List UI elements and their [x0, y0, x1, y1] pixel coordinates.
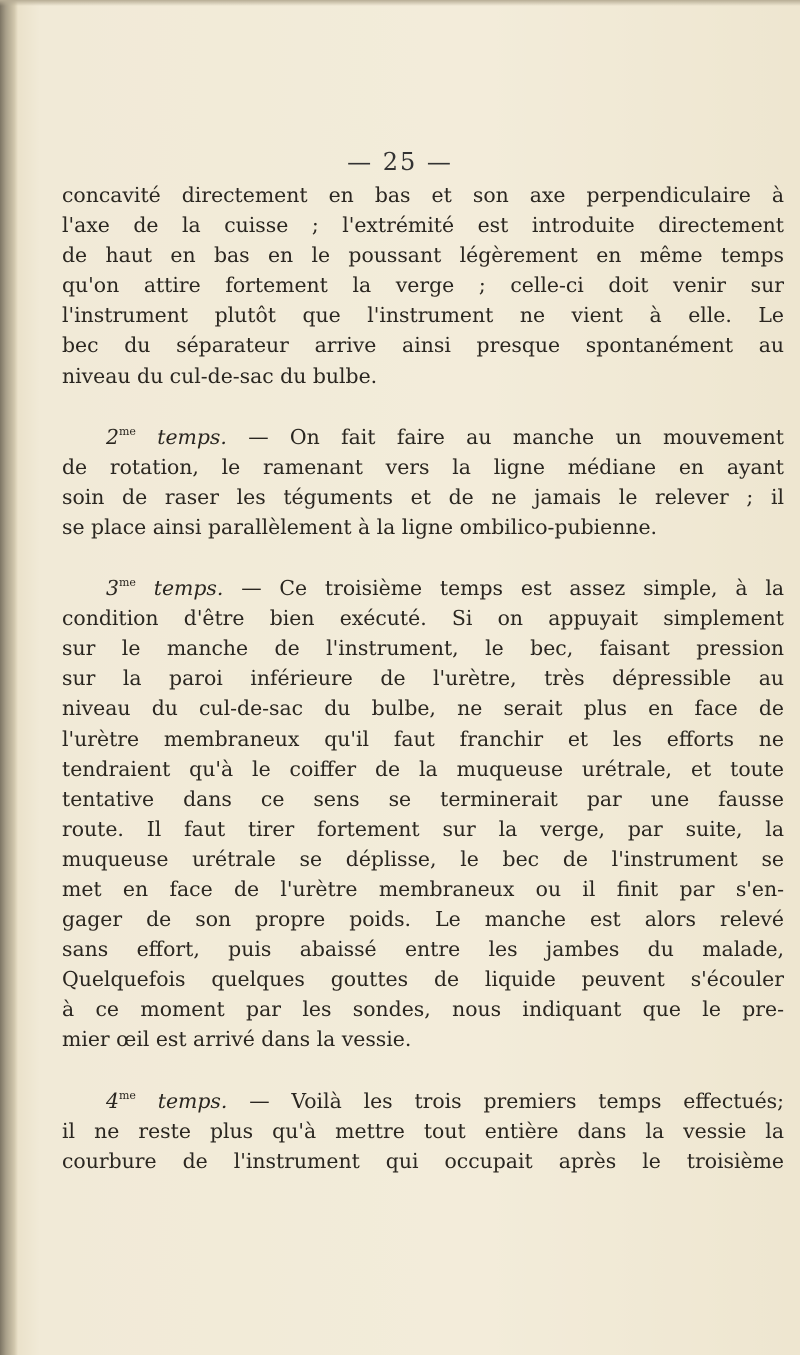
body-text: [62, 180, 784, 1176]
text-line: concavité directement en bas et son axe perpendiculaire à: [62, 183, 784, 207]
text-line: l'axe de la cuisse ; l'extrémité est introduite directement: [62, 213, 784, 238]
text-line: à ce moment par les sondes, nous indiquant que le pre-: [62, 997, 784, 1022]
text-line: de rotation, le ramenant vers la ligne médiane en ayant: [62, 454, 784, 479]
text-line: condition d'être bien exécuté. Si on appuyait simplement: [62, 606, 784, 631]
first-line-text: — On fait faire au manche un mouvement: [248, 424, 784, 449]
text-line: sur le manche de l'instrument, le bec, faisant pression: [62, 636, 784, 661]
text-line: niveau du cul-de-sac du bulbe, ne serait plus en face de: [62, 696, 784, 721]
text-line: de haut en bas en le poussant légèrement en même temps: [62, 243, 784, 268]
text-line: l'urètre membraneux qu'il faut franchir et les efforts ne: [62, 726, 784, 751]
page-number: — 25 —: [347, 148, 453, 176]
text-line: muqueuse urétrale se déplisse, le bec de l'instrument se: [62, 846, 784, 871]
text-line: sans effort, puis abaissé entre les jambes du malade,: [62, 937, 784, 962]
section-heading: temps.: [157, 424, 227, 449]
text-line: gager de son propre poids. Le manche est alors relevé: [62, 907, 784, 932]
section-heading: temps.: [157, 1088, 228, 1113]
text-line: il ne reste plus qu'à mettre tout entière dans la vessie la: [62, 1118, 784, 1143]
paragraph-3: [62, 568, 784, 1055]
paragraph-first-line: [62, 1081, 784, 1116]
text-line: courbure de l'instrument qui occupait après le troisième: [62, 1148, 784, 1173]
text-line: tentative dans ce sens se terminerait par une fausse: [62, 786, 784, 811]
ordinal: $4^{me}$: [106, 1088, 136, 1113]
ordinal: $2^{me}$: [106, 424, 136, 449]
text-line: bec du séparateur arrive ainsi presque spontanément au: [62, 333, 784, 358]
text-line: route. Il faut tirer fortement sur la verge, par suite, la: [62, 816, 784, 841]
paragraph-first-line: [62, 568, 784, 603]
text-line: se place ainsi parallèlement à la ligne ombilico-pubienne.: [62, 514, 658, 539]
paragraph-first-line: [62, 417, 784, 452]
paragraph-2: [62, 417, 784, 542]
ordinal: $3^{me}$: [106, 576, 136, 601]
text-line: qu'on attire fortement la verge ; celle-ci doit venir sur: [62, 273, 784, 298]
text-line: Quelquefois quelques gouttes de liquide peuvent s'écouler: [62, 967, 784, 992]
paragraph-1: [62, 180, 784, 391]
top-edge-shadow: [0, 0, 800, 6]
paragraph-4: [62, 1081, 784, 1176]
text-line: tendraient qu'à le coiffer de la muqueuse urétrale, et toute: [62, 756, 784, 781]
first-line-text: — Ce troisième temps est assez simple, à la: [241, 576, 785, 601]
text-line: sur la paroi inférieure de l'urètre, très dépressible au: [62, 666, 784, 691]
binding-edge: [0, 0, 18, 1355]
text-line: l'instrument plutôt que l'instrument ne vient à elle. Le: [62, 303, 784, 328]
text-line: niveau du cul-de-sac du bulbe.: [62, 363, 378, 388]
section-heading: temps.: [153, 576, 224, 601]
text-line: mier œil est arrivé dans la vessie.: [62, 1027, 412, 1052]
text-line: met en face de l'urètre membraneux ou il finit par s'en-: [62, 876, 784, 901]
text-line: soin de raser les téguments et de ne jamais le relever ; il: [62, 484, 784, 509]
first-line-text: — Voilà les trois premiers temps effectués;: [249, 1088, 785, 1113]
